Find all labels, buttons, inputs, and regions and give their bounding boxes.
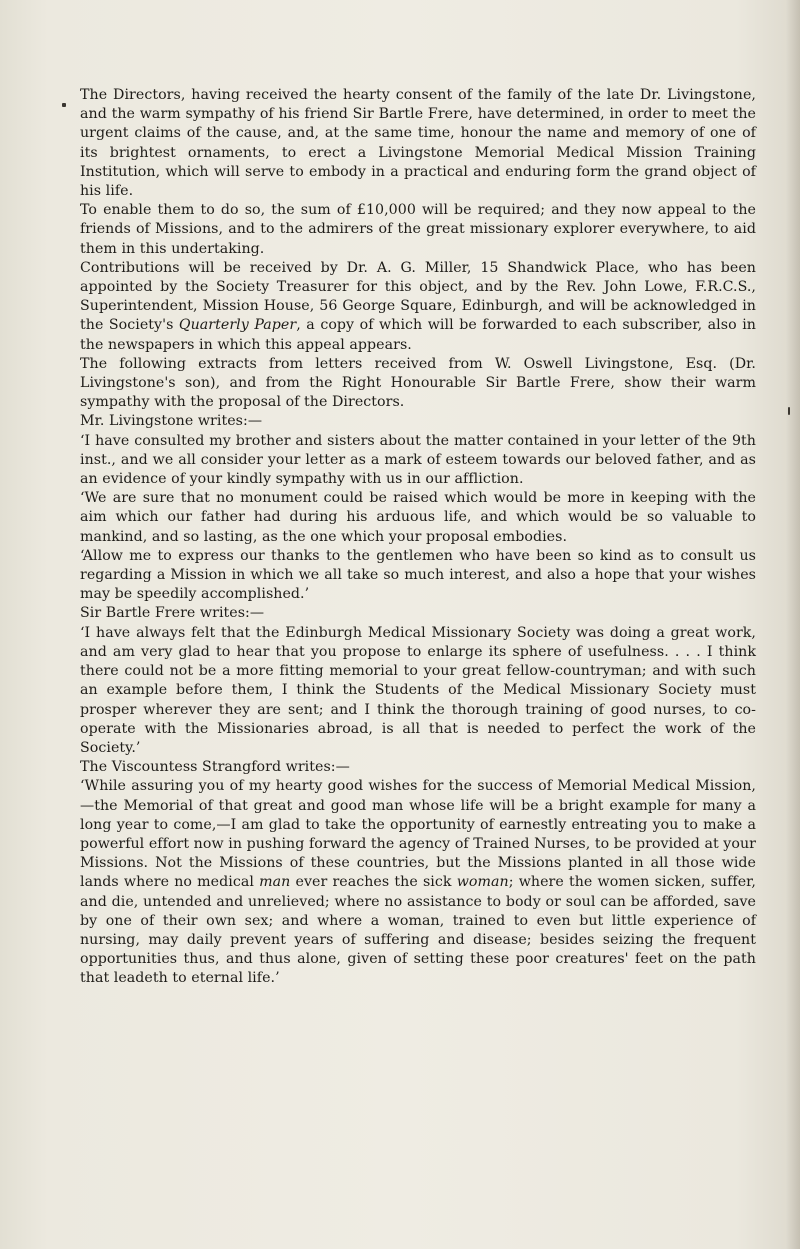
paragraph-livingstone-letter-3: ‘Allow me to express our thanks to the gentlemen who have been so kind as to consult us regarding a Mission in which we all take so much interest, and also a hope that your wishes may be speedily accomplished.’ bbox=[80, 547, 756, 603]
paragraph-strangford-writes: The Viscountess Strangford writes:— bbox=[80, 759, 350, 776]
paragraph-intro: The Directors, having received the hearty consent of the family of the late Dr. Livingstone, and the warm sympathy of his friend Sir Bartle Frere, have determined, in order to meet the urgent claims of the cause, and, at the same time, honour the name and memory of one of its brightest ornaments, to erect a Livingstone Memorial Medical Mission Training Institution, which will serve to embody in a practical and enduring form the grand object of his life. bbox=[80, 87, 756, 200]
paragraph-strangford-letter: ‘While assuring you of my hearty good wishes for the success of Memorial Medical Mission,—the Memorial of that great and good man whose life will be a bright example for many a long year to come,—I am glad to take the opportunity of earnestly entreating you to make a powerful effort now in pushing forward the agency of Trained Nurses, to be provided at your Missions. Not the Missions of these countries, but the Missions planted in all those wide lands where no medical man ever reaches the sick woman; where the women sicken, suffer, and die, untended and unrelieved; where no assistance to body or soul can be afforded, save by one of their own sex; and where a woman, trained to even but little experience of nursing, may daily prevent years of suffering and disease; besides seizing the frequent opportunities thus, and thus alone, given of setting these poor creatures' feet on the path that leadeth to eternal life.’ bbox=[80, 778, 756, 987]
paragraph-extracts-intro: The following extracts from letters received from W. Oswell Livingstone, Esq. (Dr. Livingstone's son), and from the Right Honourable Sir Bartle Frere, show their warm sympathy with the proposal of the Directors. bbox=[80, 355, 756, 411]
quarterly-paper-title: Quarterly Paper bbox=[178, 317, 297, 334]
margin-mark bbox=[788, 407, 790, 415]
paragraph-livingstone-letter-1: ‘I have consulted my brother and sisters about the matter contained in your letter of the 9th inst., and we all consider your letter as a mark of esteem towards our beloved father, and as an evidence of your kindly sympathy with us in our affliction. bbox=[80, 432, 756, 488]
paragraph-livingstone-writes: Mr. Livingstone writes:— bbox=[80, 413, 263, 430]
appeal-text bbox=[80, 86, 756, 989]
paragraph-frere-letter: ‘I have always felt that the Edinburgh Medical Missionary Society was doing a great work, and am very glad to hear that you propose to enlarge its sphere of usefulness. . . . I think there could not be a more fitting memorial to your great fellow-countryman; and with such an example before them, I think the Students of the Medical Missionary Society must prosper wherever they are sent; and I think the thorough training of good nurses, to co-operate with the Missionaries abroad, is all that is needed to perfect the work of the Society.’ bbox=[80, 624, 756, 756]
paragraph-contributions: Contributions will be received by Dr. A. G. Miller, 15 Shandwick Place, who has been appointed by the Society Treasurer for this object, and by the Rev. John Lowe, F.R.C.S., Superintendent, Mission House, 56 George Square, Edinburgh, and will be acknowledged in the Society's Quarterly Paper, a copy of which will be forwarded to each subscriber, also in the newspapers in which this appeal appears. bbox=[80, 259, 756, 353]
margin-mark bbox=[62, 103, 66, 107]
paragraph-appeal: To enable them to do so, the sum of £10,000 will be required; and they now appeal to the friends of Missions, and to the admirers of the great missionary explorer everywhere, to aid them in this undertaking. bbox=[80, 202, 756, 257]
paragraph-frere-writes: Sir Bartle Frere writes:— bbox=[80, 605, 265, 622]
paragraph-livingstone-letter-2: ‘We are sure that no monument could be raised which would be more in keeping with the aim which our father had during his arduous life, and which would be so valuable to mankind, and so lasting, as the one which your proposal embodies. bbox=[80, 490, 756, 545]
